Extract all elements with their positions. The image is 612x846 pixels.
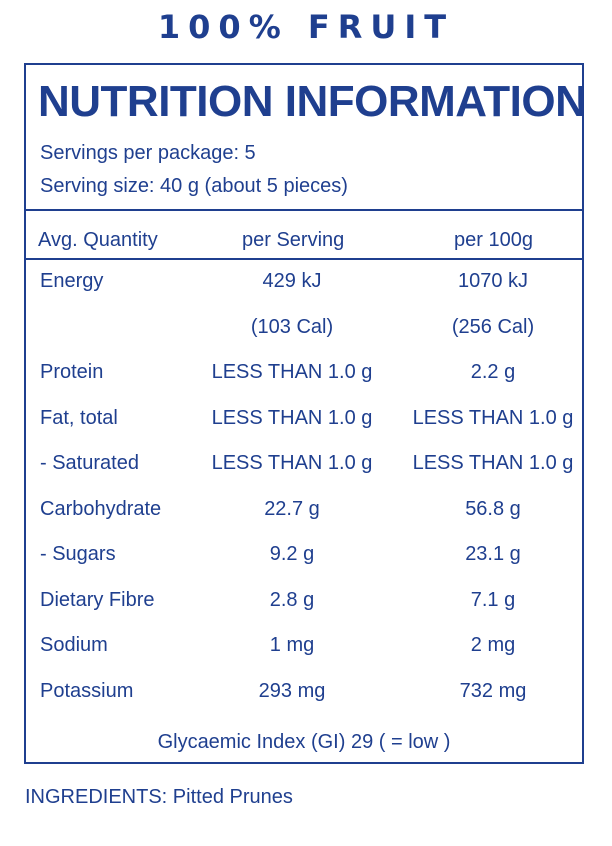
nutrition-panel xyxy=(24,63,587,764)
row-per-100g: (256 Cal) xyxy=(451,315,535,338)
row-name: Potassium xyxy=(40,679,134,702)
row-per-100g: 2.2 g xyxy=(470,361,516,383)
table-row xyxy=(26,270,582,316)
row-name: - Sugars xyxy=(40,543,116,565)
row-per-serving: 1 mg xyxy=(269,634,315,656)
row-per-serving: 22.7 g xyxy=(264,497,320,520)
row-name: Protein xyxy=(40,361,104,383)
header-divider xyxy=(26,258,582,260)
row-name: - Saturated xyxy=(40,452,139,474)
glycaemic-index: Glycaemic Index (GI) 29 ( = low ) xyxy=(157,731,451,753)
row-per-100g: 7.1 g xyxy=(470,588,516,611)
serving-size: Serving size: 40 g (about 5 pieces) xyxy=(40,175,348,197)
top-divider xyxy=(26,209,582,211)
row-per-serving: 2.8 g xyxy=(269,588,315,611)
row-per-serving: LESS THAN 1.0 g xyxy=(211,452,373,474)
row-per-serving: LESS THAN 1.0 g xyxy=(211,406,373,429)
row-per-100g: 23.1 g xyxy=(465,543,521,565)
table-row xyxy=(26,589,582,635)
table-row xyxy=(26,543,582,589)
table-row xyxy=(26,316,582,362)
table-row xyxy=(26,407,582,453)
row-per-serving: 293 mg xyxy=(258,679,326,702)
servings-per-package: Servings per package: 5 xyxy=(40,142,256,164)
table-row xyxy=(26,452,582,498)
row-name: Dietary Fibre xyxy=(40,588,155,611)
header-per-100g: per 100g xyxy=(454,229,533,251)
header-per-serving: per Serving xyxy=(242,229,345,251)
row-per-100g: LESS THAN 1.0 g xyxy=(412,406,574,429)
header-avg-quantity: Avg. Quantity xyxy=(38,229,158,251)
table-row xyxy=(26,498,582,544)
row-name: Energy xyxy=(40,270,104,292)
row-per-100g: 1070 kJ xyxy=(457,270,529,292)
panel-title: NUTRITION INFORMATION xyxy=(38,77,587,126)
table-row xyxy=(26,680,582,726)
table-row xyxy=(26,361,582,407)
row-per-serving: 9.2 g xyxy=(269,543,315,565)
row-per-100g: 732 mg xyxy=(459,679,527,702)
row-per-100g: LESS THAN 1.0 g xyxy=(412,452,574,474)
table-header xyxy=(26,229,582,259)
ingredients: INGREDIENTS: Pitted Prunes xyxy=(25,786,293,808)
row-name: Sodium xyxy=(40,634,108,656)
row-per-serving: 429 kJ xyxy=(262,270,322,292)
serving-info xyxy=(40,137,348,203)
row-per-serving: (103 Cal) xyxy=(250,315,334,338)
row-per-100g: 56.8 g xyxy=(465,497,521,520)
nutrition-rows xyxy=(26,270,582,725)
row-per-serving: LESS THAN 1.0 g xyxy=(211,361,373,383)
row-name: Carbohydrate xyxy=(40,497,162,520)
top-title: 100% FRUIT xyxy=(157,8,455,46)
table-row xyxy=(26,634,582,680)
row-name: Fat, total xyxy=(40,406,118,429)
row-per-100g: 2 mg xyxy=(470,634,516,656)
